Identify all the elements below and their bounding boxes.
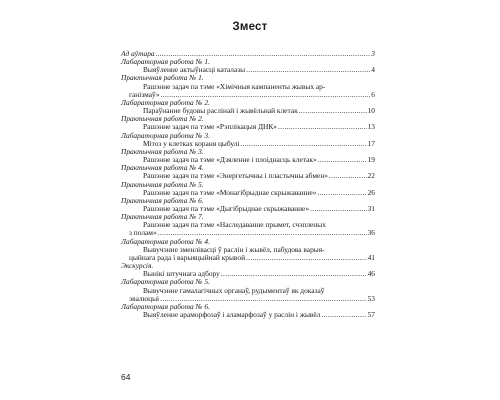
toc-entry-title-line[interactable]: Рашэнне задач па тэме «Наследаванне прымет, счэпленых bbox=[143, 220, 326, 230]
toc-section-heading: Практычная работа № 4. bbox=[121, 163, 204, 173]
toc-entry-title: Выяўленне араморфозаў і аламарфозаў у раслін і жывёл bbox=[143, 310, 321, 319]
toc-section-heading: Практычная работа № 1. bbox=[121, 73, 204, 83]
toc-section-heading: Практычная работа № 3. bbox=[121, 146, 204, 156]
toc-entry-title: Рашэнне задач па тэме «Энергетычны і пластычны абмен» bbox=[143, 171, 328, 181]
page-title: Змест bbox=[232, 21, 268, 33]
toc-entry-title-line[interactable]: Вывучэнне гамалагічных органаў, рудыментаў як доказаў bbox=[143, 285, 325, 295]
toc-entry-title-line[interactable]: Рашэнне задач па тэме «Хімічныя кампаненты жывых ар- bbox=[143, 81, 326, 91]
toc-entry-title: Рашэнне задач па тэме «Дзяленне і плоіднасць клетак» bbox=[143, 155, 317, 165]
toc-page-number: 26 bbox=[367, 187, 375, 197]
toc-section-heading: Практычная работа № 7. bbox=[121, 212, 204, 222]
leader-dots bbox=[278, 123, 367, 131]
toc-entry-title: Рашэнне задач па тэме «Дыгібрыднае скрыжаванне» bbox=[143, 203, 310, 213]
toc-section-heading: Лабараторная работа № 5. bbox=[121, 277, 210, 287]
toc-page-number: 3 bbox=[371, 49, 375, 58]
toc-entry-title: Вынікі штучнага адбору bbox=[143, 269, 220, 279]
toc-entry[interactable] bbox=[121, 254, 375, 262]
page-number: 64 bbox=[121, 372, 131, 382]
leader-dots bbox=[221, 270, 367, 278]
toc-page-number: 17 bbox=[367, 138, 375, 148]
toc-entry-title: з полам» bbox=[129, 228, 157, 238]
toc-entry-title: Параўнанне будовы раслінай і жывёльнай клетак bbox=[143, 106, 298, 116]
toc-page-number: 46 bbox=[367, 269, 375, 279]
leader-dots bbox=[310, 205, 367, 213]
toc-entry-title: Мітоз у клетках кораня цыбулі bbox=[143, 138, 240, 148]
toc-entry-title-line[interactable]: Вывучэнне зменлівасці ў раслін і жывёл, пабудова варыя- bbox=[143, 244, 325, 254]
toc-page-number: 10 bbox=[367, 106, 375, 116]
toc-section-heading: Лабараторная работа № 1. bbox=[121, 57, 210, 67]
toc-entry-title: ганізмаў» bbox=[129, 89, 160, 99]
toc-page-number: 31 bbox=[367, 203, 375, 213]
toc-section-heading: Лабараторная работа № 2. bbox=[121, 97, 210, 107]
toc-page-number: 53 bbox=[367, 293, 375, 303]
leader-dots bbox=[318, 156, 367, 164]
toc-entry-title: Выяўленне актыўнасці каталазы bbox=[143, 65, 246, 75]
toc-section-heading: Лабараторная работа № 4. bbox=[121, 236, 210, 246]
toc-page-number: 19 bbox=[367, 155, 375, 165]
toc-page-number: 36 bbox=[367, 228, 375, 238]
toc-page-number: 13 bbox=[367, 122, 375, 132]
toc-page-number: 22 bbox=[367, 171, 375, 181]
toc-section-heading: Лабараторная работа № 6. bbox=[121, 301, 210, 311]
toc-page-number: 4 bbox=[371, 65, 375, 75]
leader-dots bbox=[246, 254, 367, 262]
toc-section-heading: Практычная работа № 6. bbox=[121, 195, 204, 205]
toc-entry-title: Ад аўтара bbox=[121, 49, 155, 58]
toc-section-heading: Экскурсія. bbox=[121, 261, 154, 271]
leader-dots bbox=[246, 66, 370, 74]
leader-dots bbox=[317, 189, 366, 197]
toc-page-number: 41 bbox=[367, 252, 375, 262]
table-of-contents bbox=[121, 50, 375, 319]
toc-section-heading: Практычная работа № 5. bbox=[121, 179, 204, 189]
toc-entry-title: эвалюцыі bbox=[129, 293, 160, 303]
toc-entry-title: цыйнага рада і варыяцыйнай крывой bbox=[129, 252, 246, 262]
toc-entry-title: Рашэнне задач па тэме «Монагібрыднае скрыжаванне» bbox=[143, 187, 317, 197]
toc-page-number: 6 bbox=[371, 89, 375, 99]
toc-section-heading: Практычная работа № 2. bbox=[121, 114, 204, 124]
leader-dots bbox=[329, 172, 367, 180]
toc-section-heading: Лабараторная работа № 3. bbox=[121, 130, 210, 140]
toc-entry[interactable] bbox=[121, 311, 375, 319]
leader-dots bbox=[299, 107, 367, 115]
toc-page-number: 57 bbox=[367, 310, 375, 319]
leader-dots bbox=[240, 140, 366, 148]
leader-dots bbox=[321, 311, 366, 319]
toc-entry-title: Рашэнне задач па тэме «Рэплікацыя ДНК» bbox=[143, 122, 277, 132]
